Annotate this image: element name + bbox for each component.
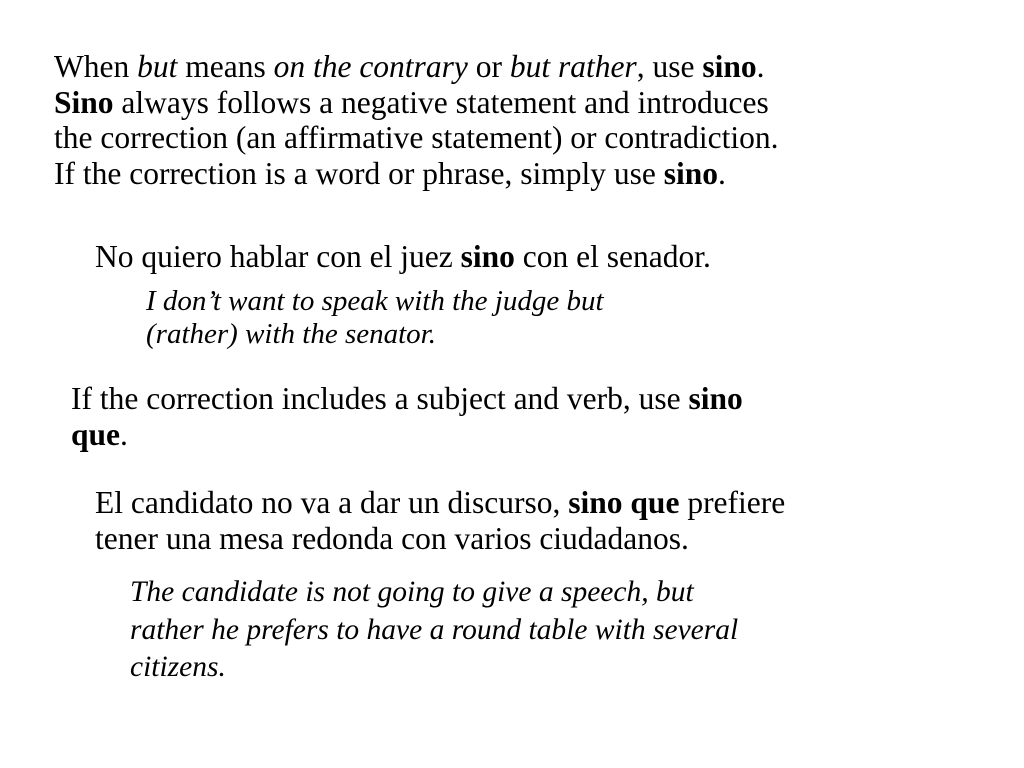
example-2-translation: The candidate is not going to give a speech, but rather he prefers to have a round table with several citizens. [130,576,739,683]
example-2-spanish: El candidato no va a dar un discurso, sino que prefiere tener una mesa redonda con varios ciudadanos. [95,485,786,556]
example-1-spanish: No quiero hablar con el juez sino con el senador. [95,239,711,274]
intro-line-2: Sino always follows a negative statement and introduces [54,84,769,120]
intro-line-1: When but means on the contrary or but rather, use sino. [54,49,765,84]
intro-line-4: If the correction is a word or phrase, simply use sino. [54,155,726,191]
example-1-translation: I don’t want to speak with the judge but (rather) with the senator. [146,285,604,350]
intro-paragraph [54,49,779,191]
rule-2-paragraph: If the correction includes a subject and verb, use sino que. [71,381,743,452]
intro-line-3: the correction (an affirmative statement) or contradiction. [54,120,779,155]
